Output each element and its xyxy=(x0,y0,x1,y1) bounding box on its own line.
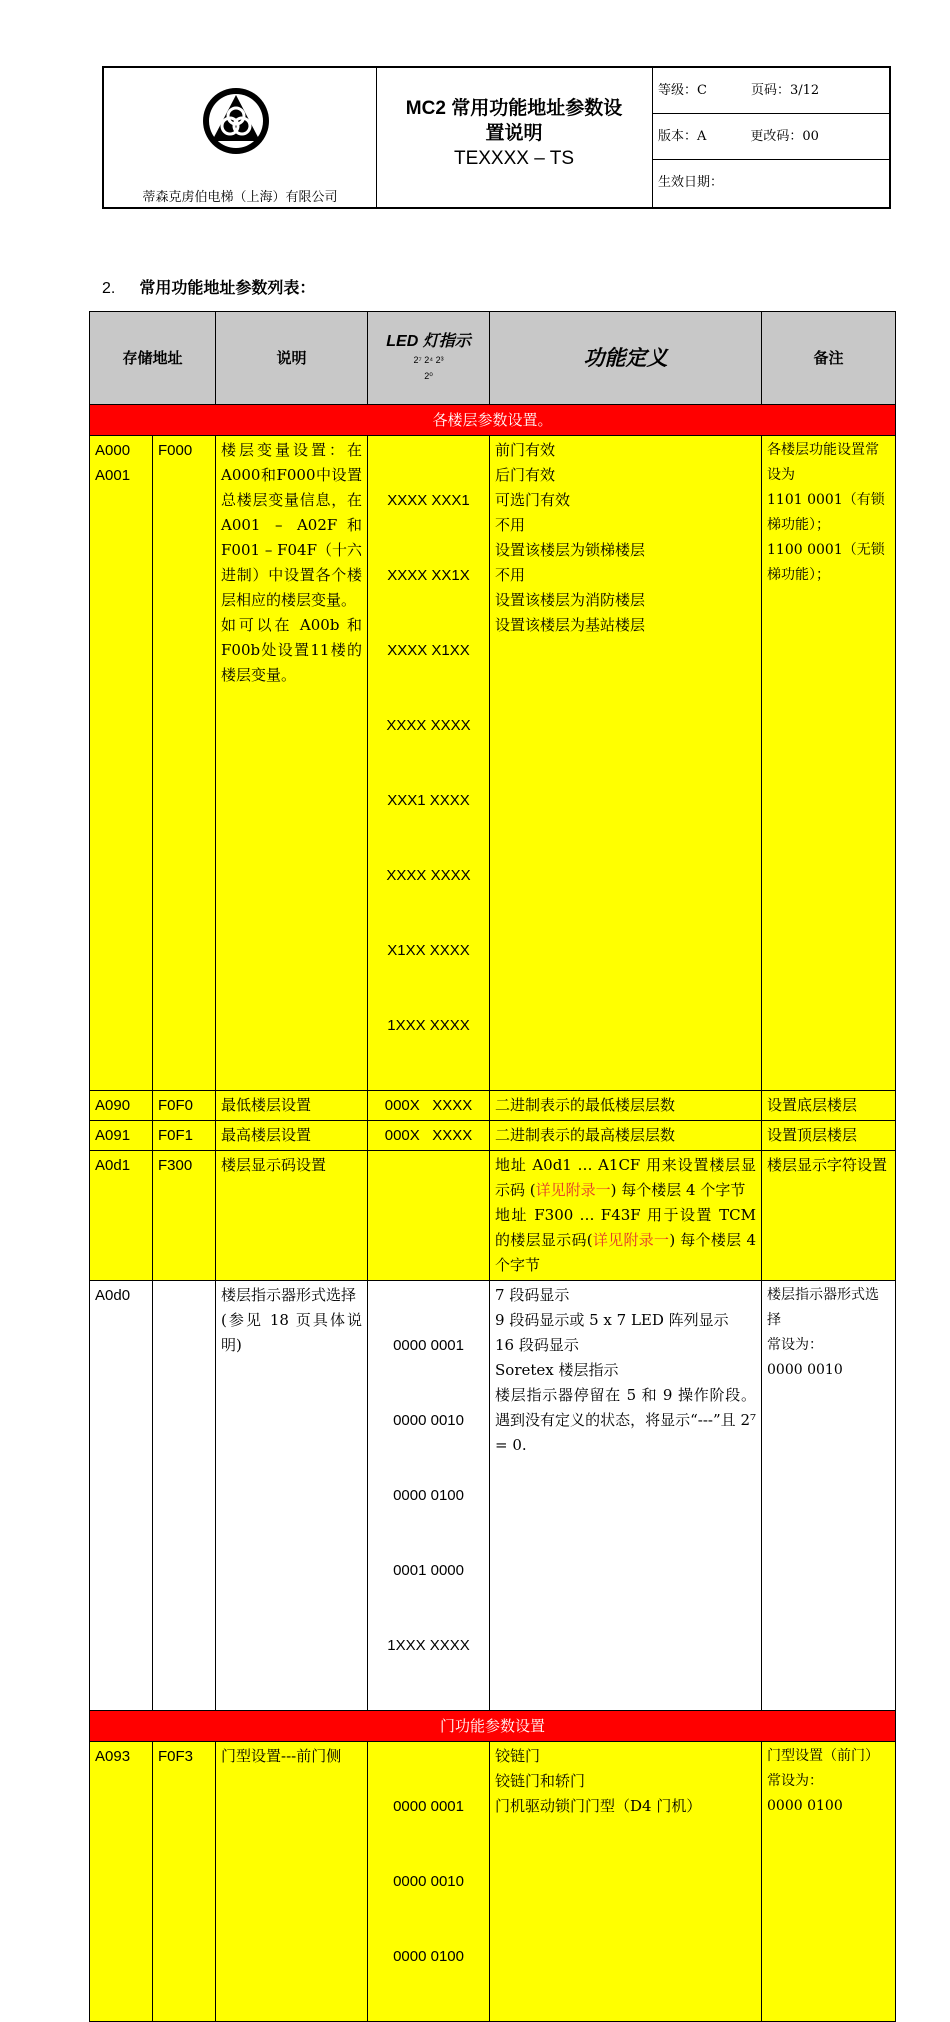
led-value: 0000 0010 xyxy=(393,1873,464,1890)
remark-text: 0000 0100 xyxy=(767,1798,843,1814)
func-item: 可选门有效 xyxy=(495,491,571,509)
meta-row-version xyxy=(652,114,889,160)
appendix-link[interactable]: 详见附录一 xyxy=(535,1181,611,1199)
table-row xyxy=(90,436,896,1091)
address-a-cell: A090 xyxy=(90,1091,153,1121)
band-door-label: 门功能参数设置 xyxy=(90,1711,896,1742)
address-f-cell: F0F0 xyxy=(153,1091,216,1121)
func-item: 铰链门 xyxy=(495,1747,541,1765)
company-logo-icon xyxy=(201,86,271,156)
header-title-cell xyxy=(376,68,653,207)
remark-text: 门型设置（前门） xyxy=(767,1748,880,1764)
led-value: XXXX XXX1 xyxy=(387,492,470,509)
address-a-cell xyxy=(90,436,153,1091)
level-label: 等级：C xyxy=(658,83,707,98)
remark-text: 0000 0010 xyxy=(767,1362,843,1378)
led-value: 0000 0100 xyxy=(393,1487,464,1504)
table-row xyxy=(90,1091,896,1121)
address-f-cell: F0F3 xyxy=(153,1742,216,2022)
led-value: X1XX XXXX xyxy=(387,942,470,959)
effective-label: 生效日期： xyxy=(658,175,724,190)
document-header xyxy=(102,66,891,209)
remark-text: 1101 0001（有锁梯功能）； xyxy=(767,492,885,533)
address-a-cell: A091 xyxy=(90,1121,153,1151)
led-value: XXXX XXXX xyxy=(386,867,471,884)
func-cell: 二进制表示的最高楼层层数 xyxy=(490,1121,762,1151)
desc-text: 楼层指示器形式选择 xyxy=(221,1286,357,1304)
desc-cell xyxy=(216,436,368,1091)
address-f-cell: F0F1 xyxy=(153,1121,216,1151)
address-f-cell: F300 xyxy=(153,1151,216,1281)
document-title xyxy=(376,96,652,171)
led-value: 0000 0010 xyxy=(393,1412,464,1429)
led-cell: 000X XXXX xyxy=(368,1091,490,1121)
page-label: 页码：3/12 xyxy=(750,83,820,98)
func-cell xyxy=(490,1151,762,1281)
header-meta-cell xyxy=(652,68,889,207)
desc-example: 如可以在 A00b 和 F00b处设置11楼的楼层变量。 xyxy=(221,616,363,684)
func-item: 门机驱动锁门门型（D4 门机） xyxy=(495,1797,702,1815)
remark-text: 楼层指示器形式选择 xyxy=(767,1287,880,1328)
func-text xyxy=(495,1203,756,1278)
remark-cell xyxy=(762,436,896,1091)
table-row xyxy=(90,1281,896,1711)
header-led-bits-top: 2⁷ 2⁴ 2³ xyxy=(413,355,444,365)
led-value: XXXX X1XX xyxy=(387,642,470,659)
desc-text: 楼层变量设置：在A000和F000中设置总楼层变量信息，在A001 – A02F和F001 – F04F（十六进制）中设置各个楼层相应的楼层变量。 xyxy=(221,441,363,609)
led-value: 0000 0001 xyxy=(393,1798,464,1815)
func-item: 设置该楼层为锁梯楼层 xyxy=(495,541,646,559)
func-text-part: 地址 F300 … F43F 用于设置 TCM 的楼层显示码( xyxy=(495,1206,757,1249)
meta-row-effective xyxy=(652,160,889,206)
func-item: 设置该楼层为消防楼层 xyxy=(495,591,646,609)
func-item: 9 段码显示或 5 x 7 LED 阵列显示 xyxy=(495,1311,729,1329)
desc-cell: 最低楼层设置 xyxy=(216,1091,368,1121)
func-item: 16 段码显示 xyxy=(495,1336,579,1354)
parameter-table xyxy=(89,311,896,2022)
func-item: 不用 xyxy=(495,516,526,534)
table-row xyxy=(90,1742,896,2022)
desc-cell xyxy=(216,1281,368,1711)
func-item: 铰链门和轿门 xyxy=(495,1772,586,1790)
func-item: 设置该楼层为基站楼层 xyxy=(495,616,646,634)
desc-cell: 最高楼层设置 xyxy=(216,1121,368,1151)
appendix-link[interactable]: 详见附录一 xyxy=(592,1231,670,1249)
section-title: 常用功能地址参数列表： xyxy=(139,280,316,297)
func-item: Soretex 楼层指示 xyxy=(495,1361,619,1379)
func-cell xyxy=(490,1742,762,2022)
remark-cell: 楼层显示字符设置 xyxy=(762,1151,896,1281)
remark-text: 常设为： xyxy=(767,1337,824,1353)
func-cell: 二进制表示的最低楼层层数 xyxy=(490,1091,762,1121)
led-value: XXX1 XXXX xyxy=(387,792,470,809)
led-cell xyxy=(368,1281,490,1711)
func-item: 不用 xyxy=(495,566,526,584)
led-cell: 000X XXXX xyxy=(368,1121,490,1151)
address-a: A001 xyxy=(95,467,131,484)
func-text xyxy=(495,1153,756,1203)
table-row xyxy=(90,1151,896,1281)
section-number: 2. xyxy=(102,280,116,297)
led-value: XXXX XXXX xyxy=(386,717,471,734)
func-text-part: ) 每个楼层 4 个字节 xyxy=(495,1231,757,1274)
header-desc: 说明 xyxy=(216,312,368,405)
func-item: 后门有效 xyxy=(495,466,556,484)
header-remark: 备注 xyxy=(762,312,896,405)
func-text-part: ) 每个楼层 4 个字节 xyxy=(610,1181,746,1199)
doc-title-line1: MC2 常用功能地址参数设 xyxy=(405,98,623,119)
led-value: 0001 0000 xyxy=(393,1562,464,1579)
led-value: 0000 0100 xyxy=(393,1948,464,1965)
section-band-floor xyxy=(90,405,896,436)
section-band-door xyxy=(90,1711,896,1742)
remark-cell: 设置顶层楼层 xyxy=(762,1121,896,1151)
led-value: 1XXX XXXX xyxy=(387,1017,470,1034)
led-cell xyxy=(368,1151,490,1281)
version-label: 版本：A xyxy=(658,129,707,144)
header-led-bits-bottom: 2⁰ xyxy=(424,371,433,381)
header-logo-cell xyxy=(104,68,377,207)
address-a-cell: A0d1 xyxy=(90,1151,153,1281)
table-row xyxy=(90,1121,896,1151)
remark-cell xyxy=(762,1742,896,2022)
led-value: XXXX XX1X xyxy=(387,567,470,584)
func-item: 前门有效 xyxy=(495,441,556,459)
desc-cell: 楼层显示码设置 xyxy=(216,1151,368,1281)
section-heading xyxy=(102,275,315,298)
func-item: 楼层指示器停留在 5 和 9 操作阶段。遇到没有定义的状态，将显示“---”且 2⁷ = 0. xyxy=(495,1386,757,1454)
meta-row-level xyxy=(652,68,889,114)
band-floor-label: 各楼层参数设置。 xyxy=(90,405,896,436)
led-value: 0000 0001 xyxy=(393,1337,464,1354)
led-cell xyxy=(368,436,490,1091)
led-value: 1XXX XXXX xyxy=(387,1637,470,1654)
func-cell xyxy=(490,1281,762,1711)
desc-text: (参见 18 页具体说明) xyxy=(221,1311,363,1354)
remark-text: 1100 0001（无锁梯功能）； xyxy=(767,542,885,583)
header-address: 存储地址 xyxy=(90,312,216,405)
func-item: 7 段码显示 xyxy=(495,1286,570,1304)
address-f-cell xyxy=(153,1281,216,1711)
remark-cell: 设置底层楼层 xyxy=(762,1091,896,1121)
doc-code: TEXXXX – TS xyxy=(453,148,575,169)
doc-title-line2: 置说明 xyxy=(485,123,543,144)
company-name: 蒂森克虏伯电梯（上海）有限公司 xyxy=(142,190,338,205)
header-func: 功能定义 xyxy=(490,312,762,405)
address-a-cell: A093 xyxy=(90,1742,153,2022)
led-cell xyxy=(368,1742,490,2022)
func-cell xyxy=(490,436,762,1091)
address-a: A000 xyxy=(95,442,131,459)
func-text-part: 地址 A0d1 … A1CF 用来设置楼层显示码 ( xyxy=(495,1156,757,1199)
desc-cell: 门型设置---前门侧 xyxy=(216,1742,368,2022)
header-led-title: LED 灯指示 xyxy=(386,333,471,350)
address-f-cell: F000 xyxy=(153,436,216,1091)
change-label: 更改码：00 xyxy=(750,129,819,144)
address-a-cell: A0d0 xyxy=(90,1281,153,1711)
remark-cell xyxy=(762,1281,896,1711)
table-header-row xyxy=(90,312,896,405)
header-led xyxy=(368,312,490,405)
remark-text: 常设为： xyxy=(767,1773,824,1789)
remark-text: 各楼层功能设置常设为 xyxy=(767,442,880,483)
